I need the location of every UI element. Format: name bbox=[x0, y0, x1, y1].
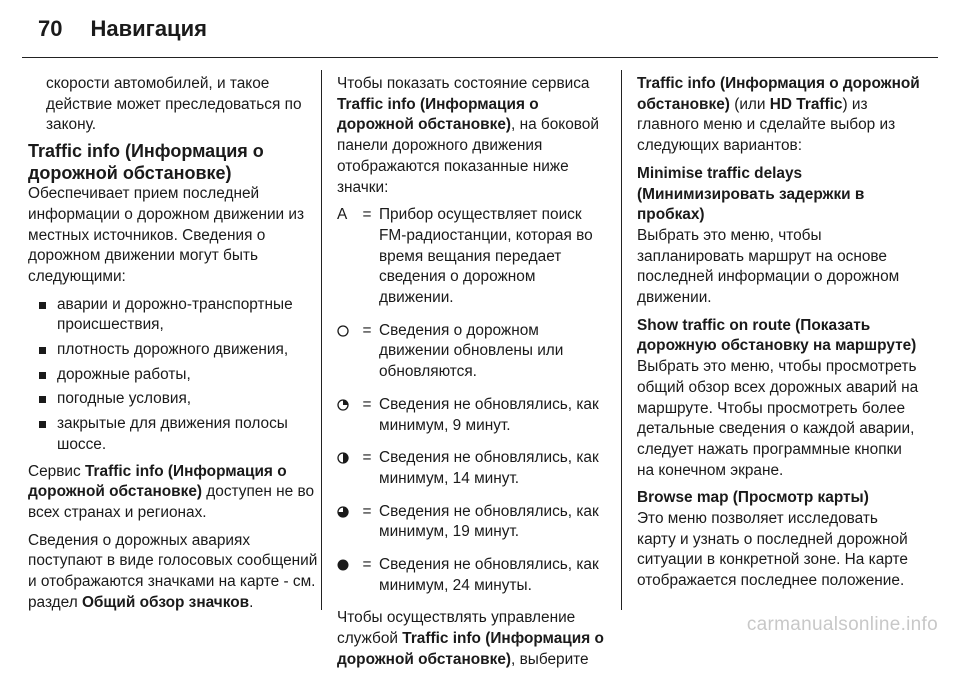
column-divider-1 bbox=[321, 70, 322, 610]
symbol-description: Сведения не обновлялись, как минимум, 24 минуты. bbox=[379, 556, 599, 594]
equals-sign: = bbox=[362, 502, 372, 520]
circle-three-quarter-icon bbox=[337, 502, 355, 543]
menu-item-description: Это меню позволяет исследовать карту и узнать о последней дорожной ситуации в конкретной зоне. На карте отображается последнее положение. bbox=[637, 510, 908, 590]
text-run: , выберите bbox=[511, 650, 589, 668]
bold-term: HD Traffic bbox=[769, 95, 843, 113]
page-header bbox=[38, 16, 207, 42]
list-item: дорожные работы, bbox=[28, 365, 318, 386]
text-run: . bbox=[249, 593, 254, 611]
symbol-row bbox=[337, 555, 609, 596]
bold-term: Traffic info (Информация о дорожной обстановке) bbox=[337, 95, 539, 134]
symbol-row bbox=[337, 395, 609, 436]
bold-term: Traffic info (Информация о дорожной обстановке) bbox=[637, 75, 920, 113]
intro-paragraph: скорости автомобилей, и такое действие может преследоваться по закону. bbox=[46, 75, 302, 134]
column-2 bbox=[337, 74, 609, 678]
column-3 bbox=[637, 74, 920, 599]
paragraph bbox=[28, 531, 318, 614]
watermark: carmanualsonline.info bbox=[746, 614, 938, 635]
symbol-row bbox=[337, 502, 609, 543]
symbol-description: Сведения не обновлялись, как минимум, 19 минут. bbox=[379, 502, 599, 541]
text-run: Чтобы осуществлять управление службой bbox=[337, 609, 576, 648]
text-run: Сервис bbox=[28, 462, 85, 480]
equals-sign: = bbox=[362, 556, 372, 574]
equals-sign: = bbox=[362, 395, 372, 413]
symbol-description: Прибор осуществляет поиск FM-радиостанции, которая во время вещания передает сведения о дорожном движении. bbox=[379, 206, 593, 307]
equals-sign: = bbox=[362, 206, 372, 224]
column-1 bbox=[28, 74, 318, 620]
cross-reference: Общий обзор значков bbox=[81, 593, 250, 611]
list-item: аварии и дорожно-транспортные происшествия, bbox=[28, 295, 318, 336]
column-divider-2 bbox=[621, 70, 622, 610]
menu-item-title: Show traffic on route (Показать дорожную обстановку на маршруте) bbox=[637, 316, 917, 355]
circle-half-icon bbox=[337, 448, 355, 489]
equals-sign: = bbox=[362, 449, 372, 467]
section-heading: Traffic info (Информация о дорожной обстановке) bbox=[28, 141, 264, 184]
list-item: погодные условия, bbox=[28, 389, 318, 410]
paragraph bbox=[337, 608, 609, 670]
text-run: доступен не во всех странах и регионах. bbox=[28, 483, 315, 521]
symbol-description: Сведения не обновлялись, как минимум, 9 минут. bbox=[379, 395, 599, 434]
symbol-description: Сведения о дорожном движении обновлены или обновляются. bbox=[379, 321, 564, 381]
list-item: плотность дорожного движения, bbox=[28, 340, 318, 361]
page-number: 70 bbox=[38, 16, 63, 41]
circle-empty-icon bbox=[337, 321, 355, 383]
text-run: ) из главного меню и сделайте выбор из следующих вариантов: bbox=[637, 95, 896, 155]
menu-item-title: Browse map (Просмотр карты) bbox=[637, 489, 869, 507]
symbol-letter: A bbox=[337, 206, 348, 224]
symbol-description: Сведения не обновлялись, как минимум, 14 минут. bbox=[379, 449, 599, 487]
text-run: Чтобы показать состояние сервиса bbox=[337, 75, 590, 92]
list-item: закрытые для движения полосы шоссе. bbox=[28, 414, 318, 455]
circle-full-icon bbox=[337, 555, 355, 596]
menu-item-description: Выбрать это меню, чтобы запланировать маршрут на основе последней информации о дорожном движении. bbox=[637, 226, 900, 307]
menu-item-description: Выбрать это меню, чтобы просмотреть общий обзор всех дорожных аварий на маршруте. Чтобы просмотреть более детальные сведения о каждой аварии, следует нажать программные кнопки на конечном экране. bbox=[637, 358, 919, 479]
symbol-row bbox=[337, 321, 609, 383]
bold-term: Traffic info (Информация о дорожной обстановке) bbox=[28, 462, 287, 501]
text-run: (или bbox=[729, 95, 770, 113]
symbol-row bbox=[337, 448, 609, 489]
paragraph bbox=[28, 462, 318, 524]
symbol-row bbox=[337, 205, 609, 309]
circle-quarter-icon bbox=[337, 395, 355, 436]
paragraph bbox=[637, 74, 920, 157]
text-run: , на боковой панели дорожного движения отображаются показанные ниже значки: bbox=[337, 116, 599, 196]
page-title: Навигация bbox=[90, 16, 207, 41]
bold-term: Traffic info (Информация о дорожной обстановке) bbox=[337, 630, 604, 668]
menu-item-title: Minimise traffic delays (Минимизировать задержки в пробках) bbox=[637, 164, 865, 224]
paragraph: Обеспечивает прием последней информации о дорожном движении из местных источников. Сведения о дорожном движении могут быть следующими: bbox=[28, 185, 305, 285]
paragraph bbox=[337, 74, 609, 198]
bullet-list bbox=[28, 295, 318, 456]
equals-sign: = bbox=[362, 321, 372, 339]
header-rule bbox=[22, 57, 938, 58]
text-run: Сведения о дорожных авариях поступают в виде голосовых сообщений и отображаются значками на карте - см. раздел bbox=[28, 531, 318, 611]
